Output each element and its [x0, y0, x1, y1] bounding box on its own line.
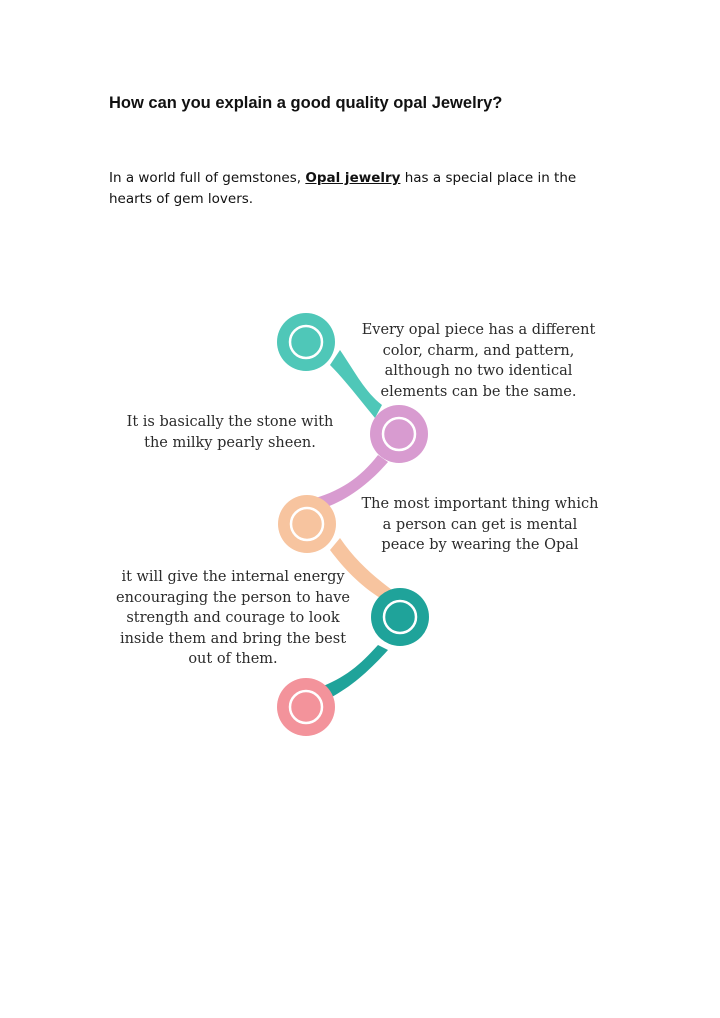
- callout-1: Every opal piece has a different color, charm, and pattern, although no two identical elements can be the same.: [361, 322, 596, 400]
- node-4: [371, 588, 429, 646]
- intro-text-before: In a world full of gemstones,: [109, 170, 306, 186]
- node-1: [277, 313, 335, 371]
- node-5: [277, 678, 335, 736]
- opal-jewelry-link[interactable]: Opal jewelry: [305, 170, 401, 186]
- node-3: [278, 495, 336, 553]
- callout-4: it will give the internal energy encouraging the person to have strength and courage to look inside them and bring the best out of them.: [115, 569, 351, 667]
- page-title: How can you explain a good quality opal Jewelry?: [109, 94, 503, 112]
- intro-text-after: has a special place in the hearts of gem lovers.: [109, 170, 577, 207]
- callout-3: The most important thing which a person can get is mental peace by wearing the Opal: [361, 496, 599, 553]
- node-2: [370, 405, 428, 463]
- callout-2: It is basically the stone with the milky pearly sheen.: [126, 414, 334, 451]
